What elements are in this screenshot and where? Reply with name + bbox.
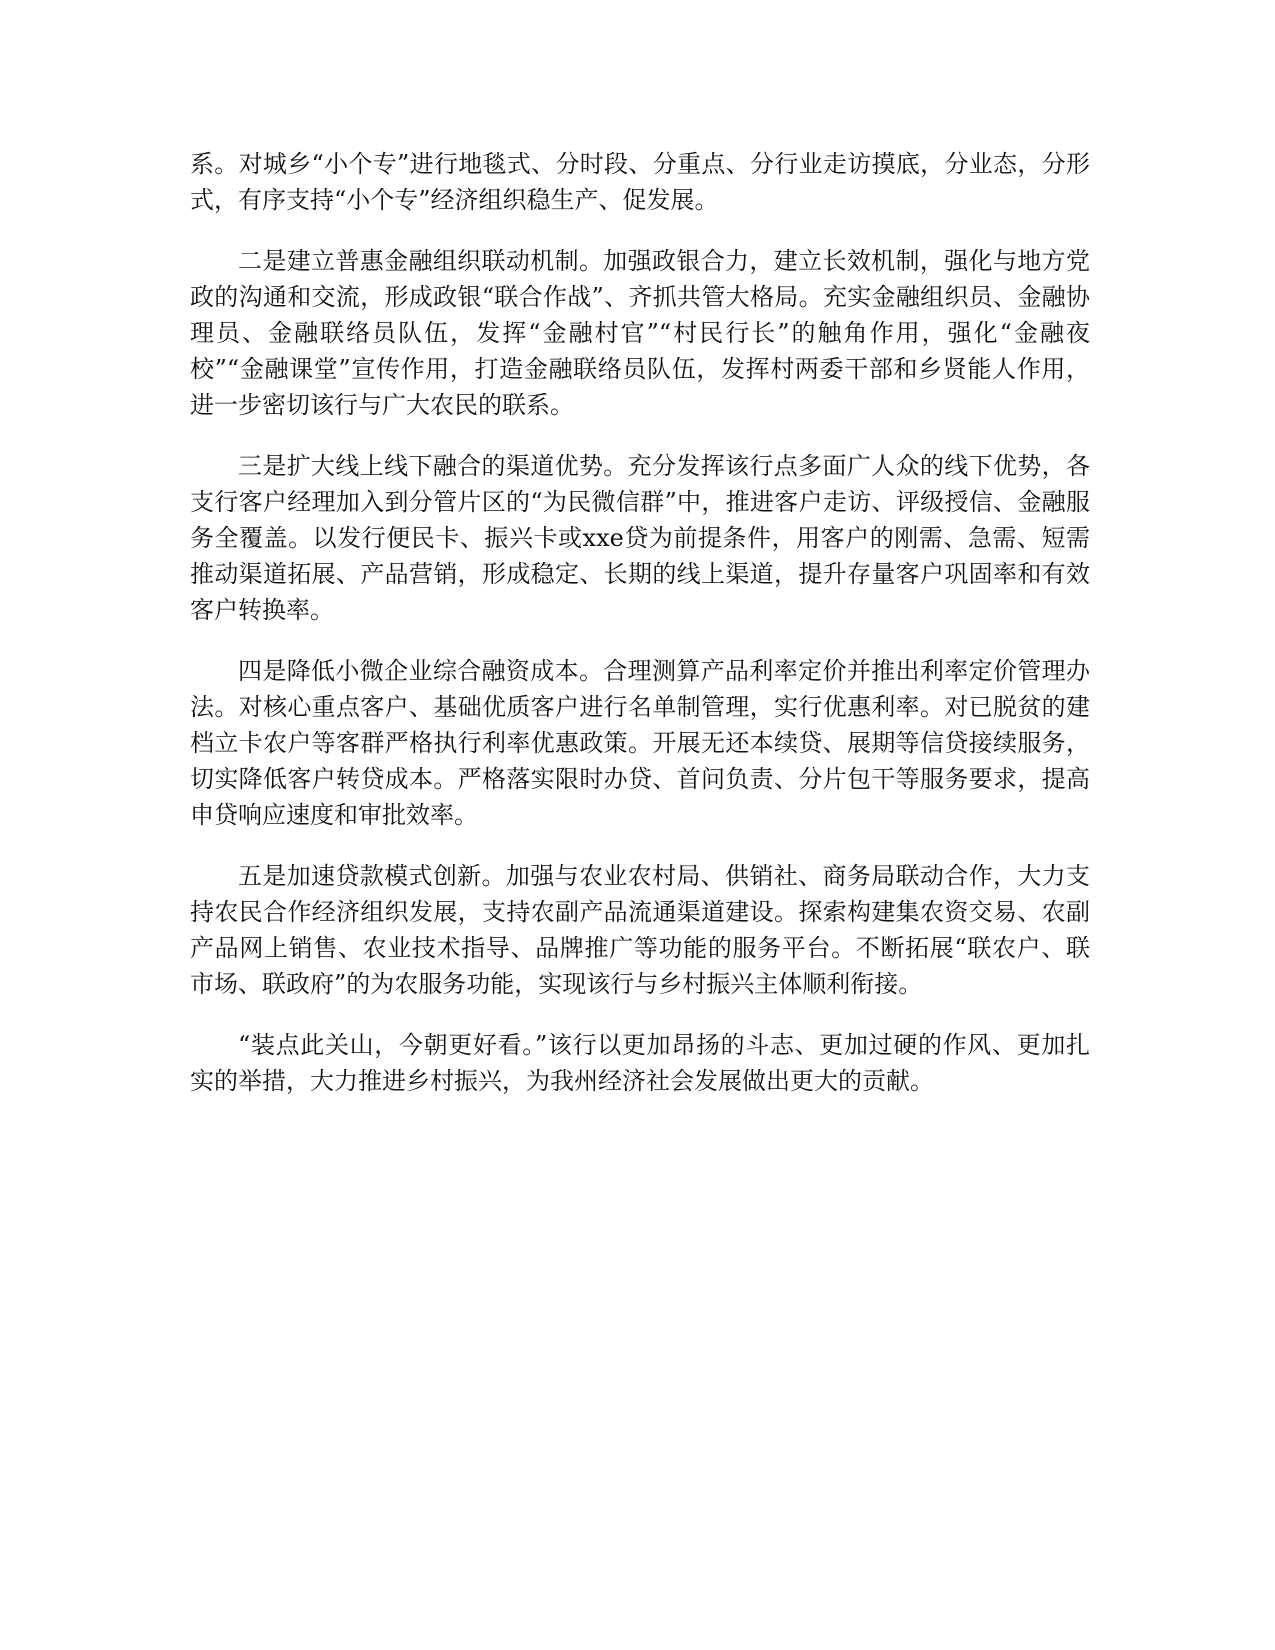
document-body bbox=[190, 146, 1090, 1124]
paragraph-inclusive-finance-mechanism: 二是建立普惠金融组织联动机制。加强政银合力，建立长效机制，强化与地方党政的沟通和交流，形成政银“联合作战”、齐抓共管大格局。充实金融组织员、金融协理员、金融联络员队伍，发挥“金融村官”“村民行长”的触角作用，强化“金融夜校”“金融课堂”宣传作用，打造金融联络员队伍，发挥村两委干部和乡贤能人作用，进一步密切该行与广大农民的联系。 bbox=[190, 247, 1090, 419]
paragraph-financing-cost: 四是降低小微企业综合融资成本。合理测算产品利率定价并推出利率定价管理办法。对核心重点客户、基础优质客户进行名单制管理，实行优惠利率。对已脱贫的建档立卡农户等客群严格执行利率优惠政策。开展无还本续贷、展期等信贷接续服务，切实降低客户转贷成本。严格落实限时办贷、首问负责、分片包干等服务要求，提高申贷响应速度和审批效率。 bbox=[190, 657, 1090, 829]
paragraph-loan-innovation: 五是加速贷款模式创新。加强与农业农村局、供销社、商务局联动合作，大力支持农民合作经济组织发展，支持农副产品流通渠道建设。探索构建集农资交易、农副产品网上销售、农业技术指导、品牌推广等功能的服务平台。不断拓展“联农户、联市场、联政府”的为农服务功能，实现该行与乡村振兴主体顺利衔接。 bbox=[190, 862, 1090, 998]
paragraph-continuation: 系。对城乡“小个专”进行地毯式、分时段、分重点、分行业走访摸底，分业态，分形式，有序支持“小个专”经济组织稳生产、促发展。 bbox=[190, 150, 1090, 214]
paragraph-online-offline-channels: 三是扩大线上线下融合的渠道优势。充分发挥该行点多面广人众的线下优势，各支行客户经理加入到分管片区的“为民微信群”中，推进客户走访、评级授信、金融服务全覆盖。以发行便民卡、振兴卡或xxe贷为前提条件，用客户的刚需、急需、短需推动渠道拓展、产品营销，形成稳定、长期的线上渠道，提升存量客户巩固率和有效客户转换率。 bbox=[190, 452, 1090, 624]
paragraph-closing: “装点此关山，今朝更好看。”该行以更加昂扬的斗志、更加过硬的作风、更加扎实的举措，大力推进乡村振兴，为我州经济社会发展做出更大的贡献。 bbox=[190, 1031, 1090, 1095]
